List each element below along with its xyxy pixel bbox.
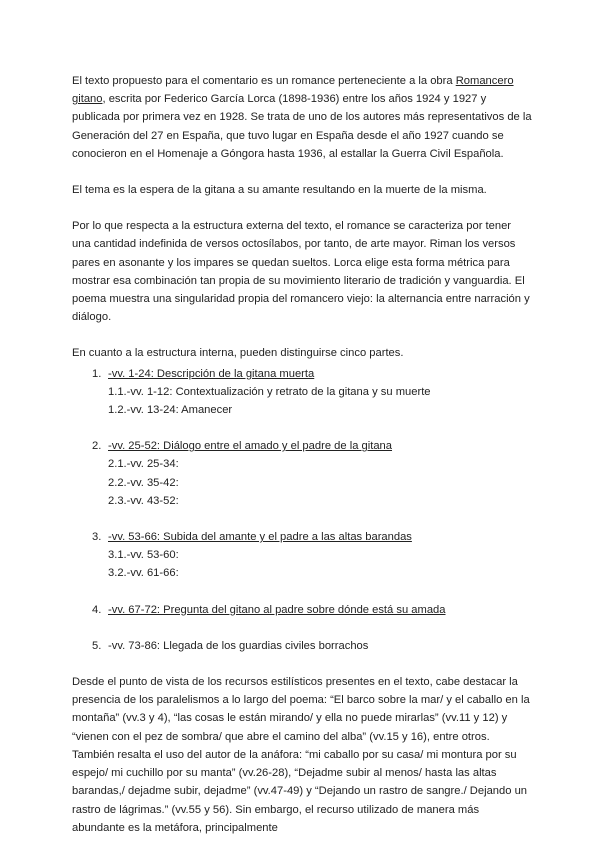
list-item — [72, 437, 532, 510]
list-number: 2. — [92, 440, 102, 453]
list-item — [72, 637, 532, 655]
work-title-link: Romancero gitano — [72, 75, 514, 106]
sub-list — [108, 546, 532, 582]
sub-list — [108, 383, 532, 419]
list-item — [72, 601, 532, 619]
intro-text-b: , escrita por Federico García Lorca (1898-1936) entre los años 1924 y 1927 y publicada por primera vez en 1928. Se trata de uno de los autores más representativos de la Generación del 27 en España, que tuvo lugar en España desde el año 1927 cuando se conocieron en el Homenaje a Góngora hasta 1936, al estallar la Guerra Civil Española. — [72, 93, 532, 160]
sub-list — [108, 455, 532, 510]
external-structure-paragraph: Por lo que respecta a la estructura externa del texto, el romance se caracteriza por tener una cantidad indefinida de versos octosílabos, por tanto, de arte mayor. Riman los versos pares en asonante y los impares se quedan sueltos. Lorca elige esta forma métrica para mostrar esa combinación tan propia de su movimiento literario de tradición y vanguardia. El poema muestra una singularidad propia del romancero viejo: la alternancia entre narración y diálogo. — [72, 220, 530, 324]
list-number: 5. — [92, 639, 102, 652]
list-item — [72, 528, 532, 583]
part-title: -vv. 53-66: Subida del amante y el padre a las altas barandas — [108, 531, 412, 544]
part-title: -vv. 1-24: Descripción de la gitana muerta — [108, 367, 315, 380]
list-number: 4. — [92, 603, 102, 616]
part-title: -vv. 67-72: Pregunta del gitano al padre sobre dónde está su amada — [108, 603, 446, 616]
intro-text-a: El texto propuesto para el comentario es un romance perteneciente a la obra — [72, 75, 456, 87]
sub-item: 2.1.-vv. 25-34: — [108, 458, 179, 471]
internal-structure-intro: En cuanto a la estructura interna, pueden distinguirse cinco partes. — [72, 347, 404, 360]
sub-item: 1.2.-vv. 13-24: Amanecer — [108, 404, 233, 417]
list-item — [72, 365, 532, 420]
sub-item: 2.2.-vv. 35-42: — [108, 476, 179, 489]
sub-item: 1.1.-vv. 1-12: Contextualización y retrato de la gitana y su muerte — [108, 385, 431, 398]
sub-item: 3.2.-vv. 61-66: — [108, 567, 179, 580]
theme-paragraph: El tema es la espera de la gitana a su amante resultando en la muerte de la misma. — [72, 184, 487, 197]
parts-list — [72, 365, 532, 655]
list-number: 3. — [92, 531, 102, 544]
sub-item: 3.1.-vv. 53-60: — [108, 549, 179, 562]
sub-item: 2.3.-vv. 43-52: — [108, 494, 179, 507]
part-title: -vv. 73-86: Llegada de los guardias civiles borrachos — [108, 639, 369, 652]
list-number: 1. — [92, 367, 102, 380]
part-title: -vv. 25-52: Diálogo entre el amado y el padre de la gitana — [108, 440, 393, 453]
intro-paragraph — [72, 72, 532, 163]
stylistic-resources-paragraph: Desde el punto de vista de los recursos estilísticos presentes en el texto, cabe destacar la presencia de los paralelismos a lo largo del poema: “El barco sobre la mar/ y el caballo en la montaña” (vv.3 y 4), “las cosas le están mirando/ y ella no puede mirarlas” (vv.11 y 12) y “vienen con el pez de sombra/ que abre el camino del alba” (vv.15 y 16), entre otros. También resalta el uso del autor de la anáfora: “mi caballo por su casa/ mi montura por su espejo/ mi cuchillo por su manta” (vv.26-28), “Dejadme subir al menos/ hasta las altas barandas,/ dejadme subir, dejadme” (vv.47-49) y “Dejando un rastro de sangre./ Dejando un rastro de lágrimas.” (vv.55 y 56). Sin embargo, el recurso utilizado de manera más abundante es la metáfora, principalmente — [72, 676, 530, 834]
